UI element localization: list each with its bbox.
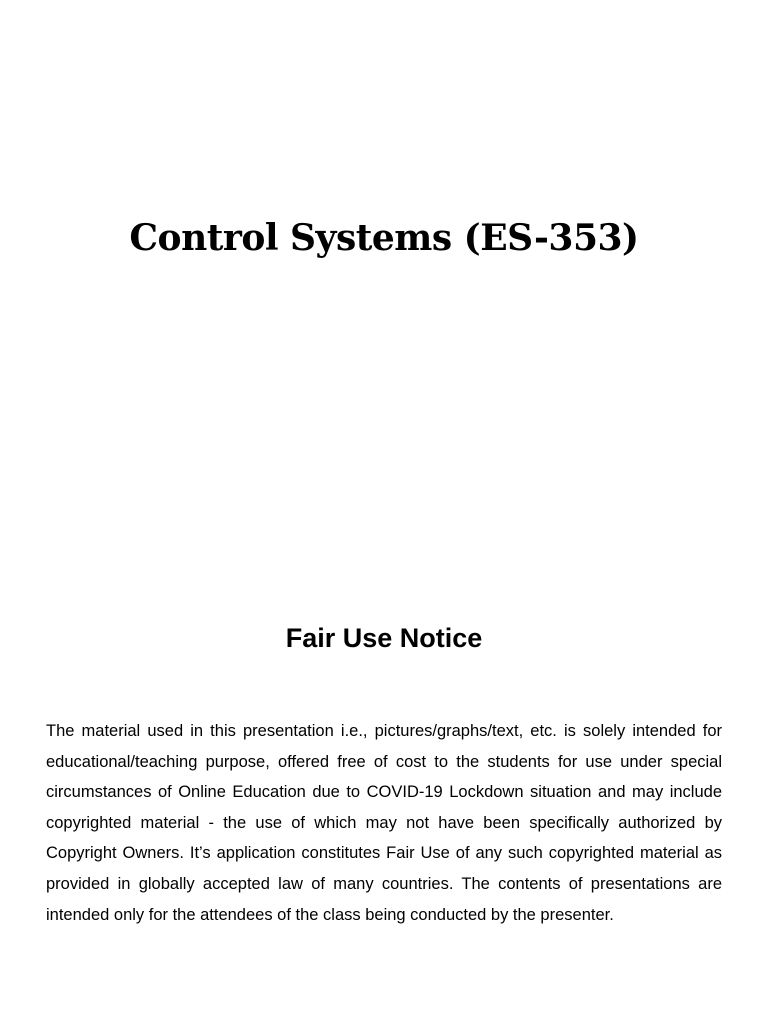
course-title: Control Systems (ES-353) bbox=[129, 217, 639, 259]
fair-use-heading: Fair Use Notice bbox=[285, 623, 483, 653]
fair-use-body: The material used in this presentation i.e., pictures/graphs/text, etc. is solely intended for educational/teaching purpose, offered free of cost to the students for use under special circumstances of Online Education due to COVID-19 Lockdown situation and may include copyrighted material - the use of which may not have been specifically authorized by Copyright Owners. It’s application constitutes Fair Use of any such copyrighted material as provided in globally accepted law of many countries. The contents of presentations are intended only for the attendees of the class being conducted by the presenter. bbox=[46, 722, 722, 924]
